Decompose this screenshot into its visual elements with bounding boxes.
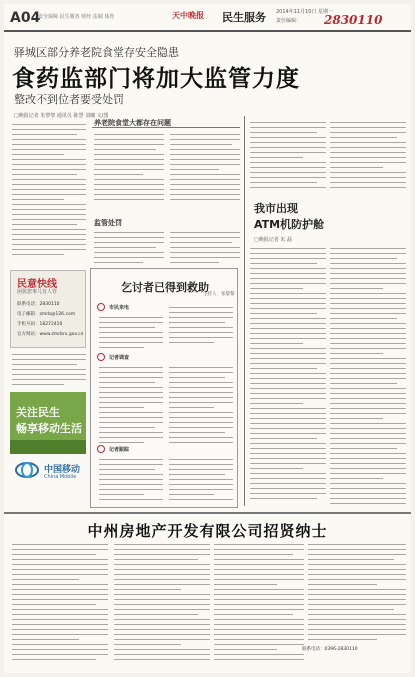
phone-icon <box>97 303 105 311</box>
feature-text-1a <box>99 317 163 352</box>
story-subhead: 整改不到位者要受处罚 <box>14 93 124 106</box>
ad-title: 中州房地产开发有限公司招贤纳士 <box>87 522 328 540</box>
story-body-column-5 <box>170 232 240 267</box>
page-header <box>4 4 411 32</box>
story-byline: □晚报记者 朱黎黎 通讯员 陈慧 刘曦 文/图 <box>14 113 109 119</box>
feature-section-1: 市民来电 <box>109 305 130 311</box>
story-body-column-1 <box>12 124 86 259</box>
hotline-website[interactable]: 官方网站：www.zmrbrx.gov.cn <box>17 332 84 337</box>
search-icon <box>97 353 105 361</box>
feature-section-2: 记者调查 <box>109 355 130 361</box>
hotline-subtitle: 困扰您事儿有人管 <box>17 289 58 295</box>
hotline-phone: 联系电话：2830110 <box>17 302 60 307</box>
brand-logo: 天中晚报 <box>172 11 204 20</box>
hotline-body-text <box>12 354 86 389</box>
divider <box>92 127 240 128</box>
story-body-column-7 <box>330 122 406 192</box>
editor-label: 责任编辑： <box>276 18 302 24</box>
hotline-email[interactable]: 电子邮箱：zmrb@126.com <box>17 312 76 317</box>
page-number: A04 <box>10 10 41 26</box>
story-body-column-3 <box>170 134 240 204</box>
atm-story-body-1 <box>250 248 326 503</box>
feature-box <box>90 268 238 508</box>
china-mobile-english: China Mobile <box>44 474 77 480</box>
feature-section-3: 记者跟踪 <box>109 447 130 453</box>
atm-story-byline: □晚报记者 朱 磊 <box>254 237 292 243</box>
story-headline: 食药监部门将加大监管力度 <box>12 66 300 92</box>
ad-text-column-4 <box>308 544 406 644</box>
hotline-box <box>10 270 86 348</box>
promo-grass-decoration <box>10 440 86 454</box>
story-section-2: 监管处罚 <box>94 219 122 227</box>
story-body-column-6 <box>250 122 326 192</box>
feature-text-3b <box>169 459 233 504</box>
hotline-mobile: 手机号码：18272410 <box>17 322 63 327</box>
follow-up-icon <box>97 445 105 453</box>
story-kicker: 驿城区部分养老院食堂存安全隐患 <box>14 46 179 59</box>
ad-text-column-3 <box>214 544 304 664</box>
story-body-column-4 <box>94 232 164 267</box>
ad-text-column-1 <box>12 544 108 664</box>
china-mobile-logo-icon <box>14 460 40 480</box>
hotline-title: 民意快线 <box>17 279 57 290</box>
atm-story-body-2 <box>330 248 406 508</box>
recruitment-ad <box>4 512 411 673</box>
column-divider <box>244 116 245 506</box>
feature-text-1b <box>169 307 233 347</box>
promo-line-1: 关注民生 <box>16 406 60 419</box>
header-nav: 安全保障 民生服务 财经 法制 体育 <box>38 14 115 20</box>
story-section-1: 养老院食堂大都存在问题 <box>94 119 171 127</box>
story-body-column-2 <box>94 134 164 204</box>
feature-author: 主持人：张黎黎 <box>203 292 235 297</box>
promo-banner <box>10 392 86 454</box>
signature-stamp: 2830110 <box>324 13 383 27</box>
ad-text-column-2 <box>114 544 210 664</box>
issue-date: 2014年11月10日 星期一 <box>276 9 334 15</box>
atm-story-title-line-2: ATM机防护舱 <box>254 218 325 231</box>
feature-text-3a <box>99 459 163 504</box>
feature-text-2a <box>99 367 163 447</box>
promo-line-2: 畅享移动生活 <box>16 422 82 435</box>
china-mobile-name: 中国移动 <box>44 465 81 475</box>
atm-story-title-line-1: 我市出现 <box>254 202 298 215</box>
feature-text-2b <box>169 367 233 447</box>
feature-title: 乞讨者已得到救助 <box>121 281 209 294</box>
newspaper-page <box>4 4 411 673</box>
section-title: 民生服务 <box>222 11 266 24</box>
ad-contact: 联系电话：0396-2830110 <box>302 647 358 652</box>
